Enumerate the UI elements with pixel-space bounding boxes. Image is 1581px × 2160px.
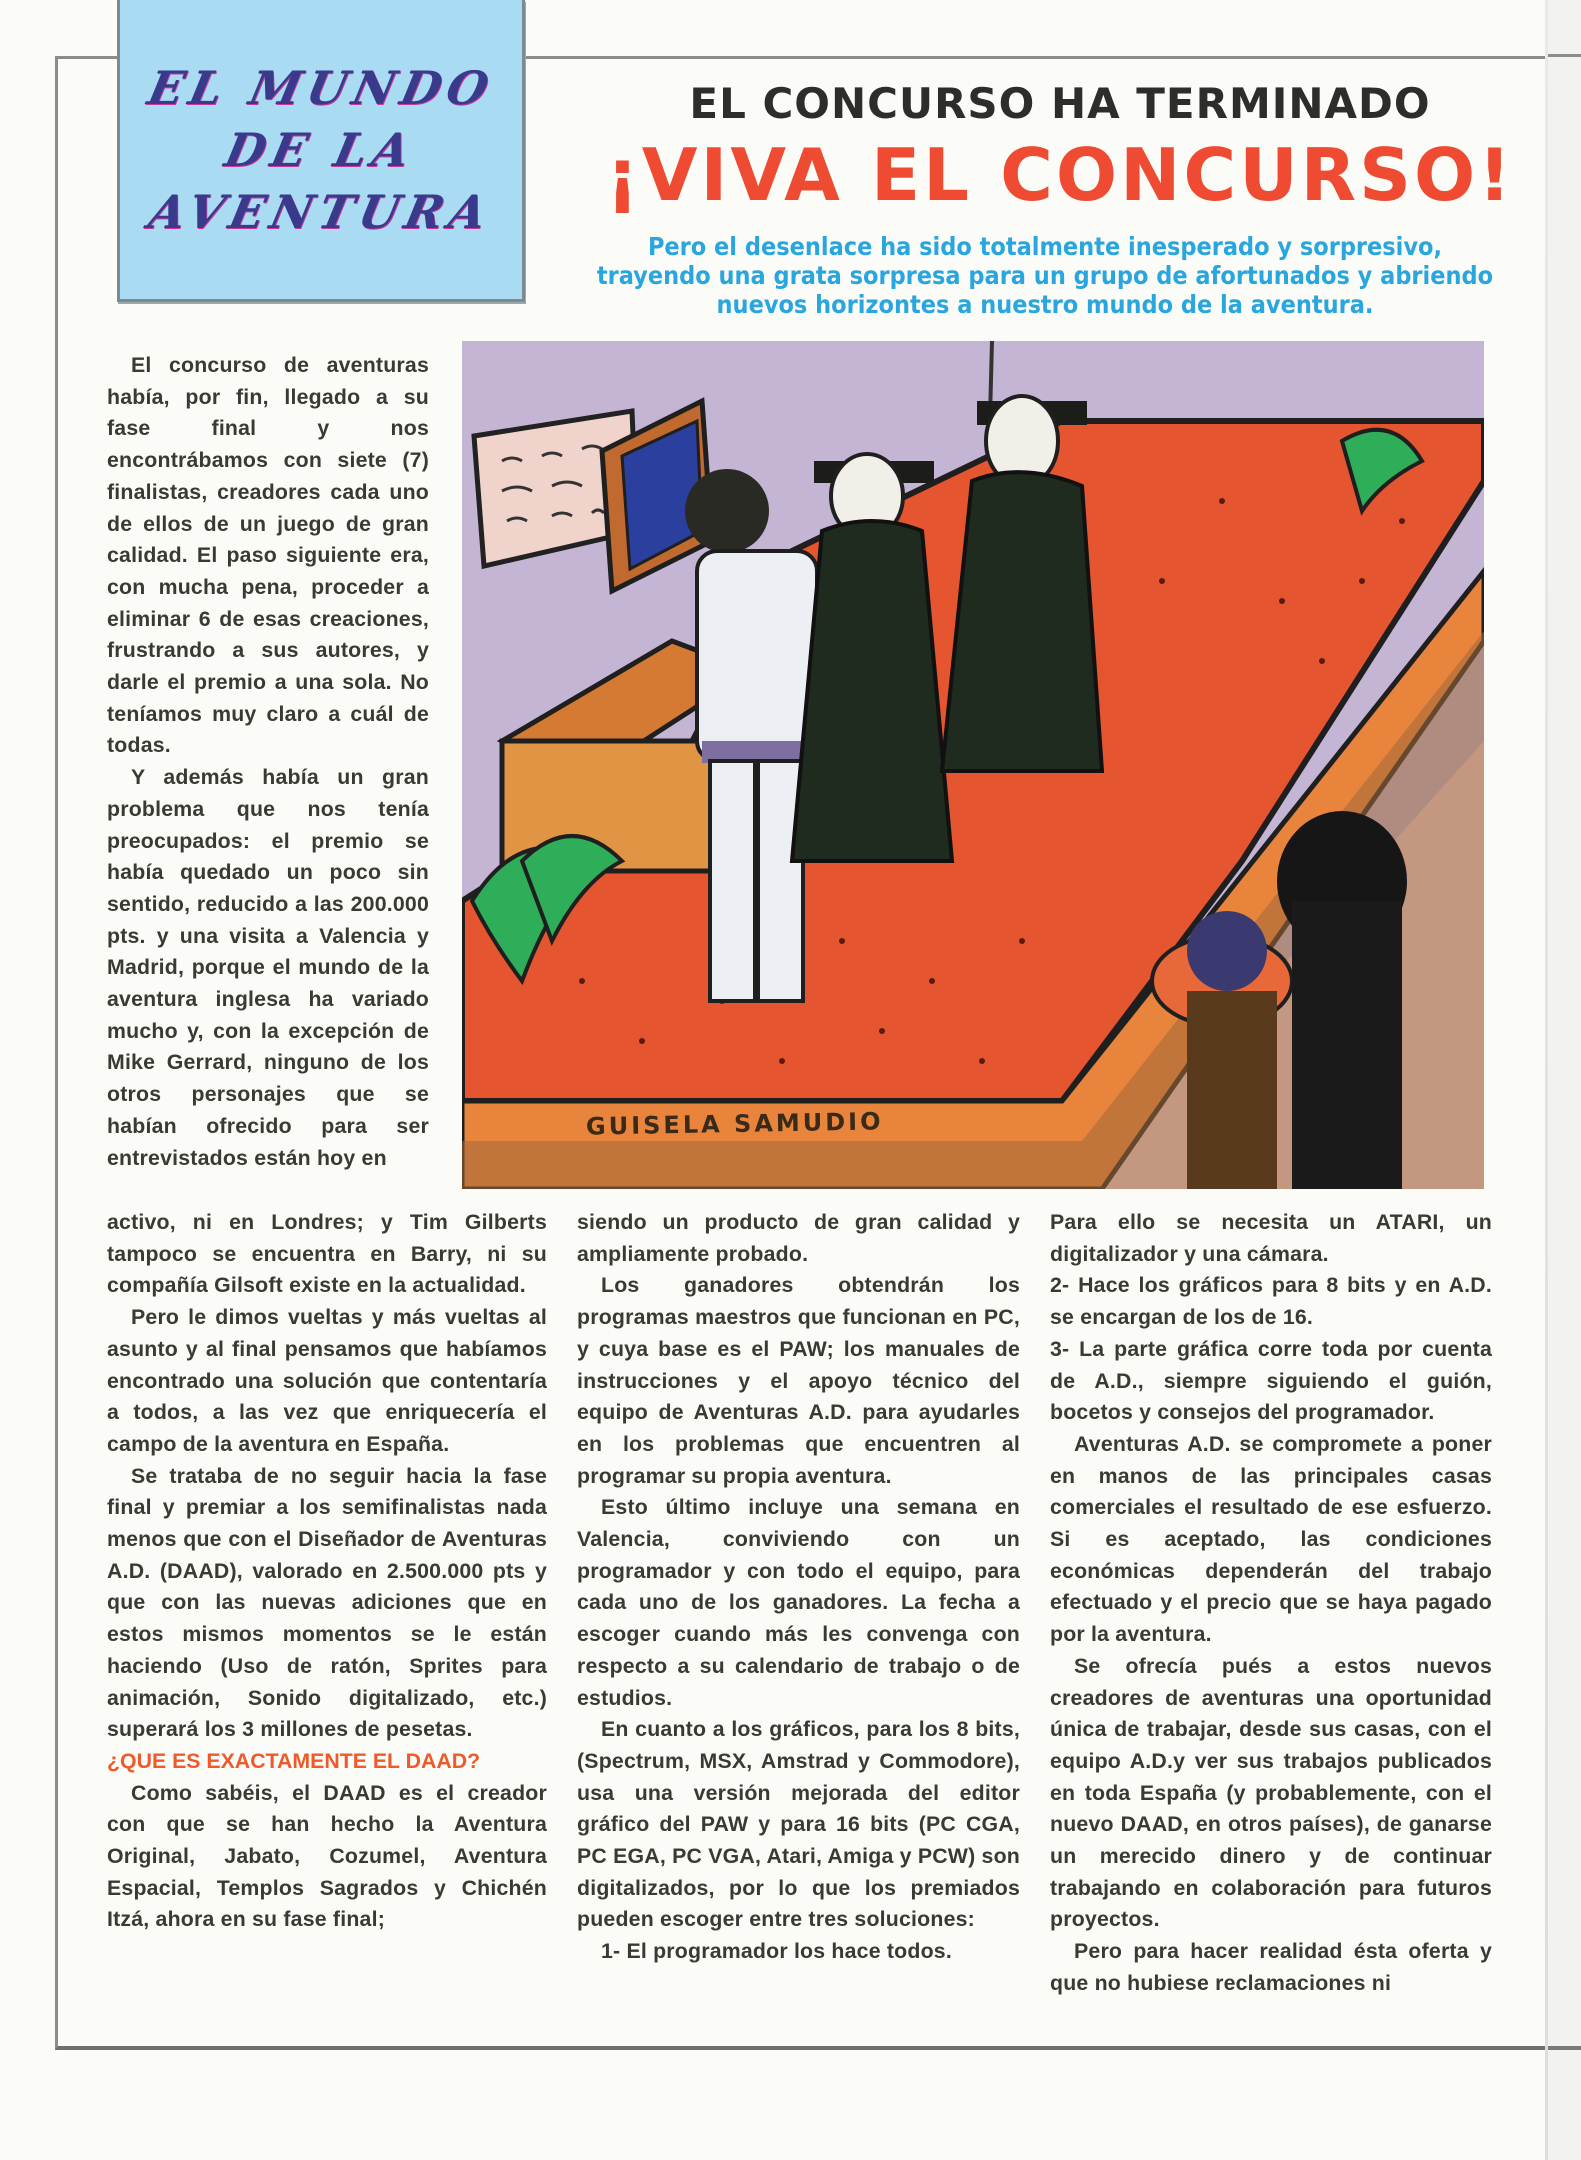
article-column-1-top xyxy=(107,350,429,1174)
artist-signature: GUISELA SAMUDIO xyxy=(585,1107,884,1141)
paragraph: Y además había un gran problema que nos tenía preocupados: el premio se había quedado un poco sin sentido, reducido a las 200.000 pts. y una visita a Valencia y Madrid, porque el mundo de la aventura inglesa ha variado mucho y, con la excepción de Mike Gerrard, ninguno de los otros personajes que se habían ofrecido para ser entrevistados están hoy en xyxy=(107,765,429,1170)
headline-kicker: EL CONCURSO HA TERMINADO xyxy=(689,79,1431,128)
list-item: 1- El programador los hace todos. xyxy=(601,1939,952,1964)
paragraph: siendo un producto de gran calidad y ampliamente probado. xyxy=(577,1210,1020,1266)
article-column-3 xyxy=(1050,1207,1492,2000)
section-label-line-3: AVENTURA xyxy=(144,184,498,239)
paragraph: Pero le dimos vueltas y más vueltas al asunto y al final pensamos que habíamos encontrado una solución que contentaría a todos, a las vez que enriquecería el campo de la aventura en España. xyxy=(107,1305,547,1456)
headline xyxy=(560,78,1560,218)
paragraph: Aventuras A.D. se compromete a poner en manos de las principales casas comerciales el resultado de ese esfuerzo. Si es aceptado, las condiciones económicas dependerán del trabajo efectuado y el precio que se haya pagado por la aventura. xyxy=(1050,1431,1492,1647)
section-label-box xyxy=(117,0,525,302)
paragraph: activo, ni en Londres; y Tim Gilberts tampoco se encuentra en Barry, ni su compañía Gilsoft existe en la actualidad. xyxy=(107,1210,547,1298)
paragraph: El concurso de aventuras había, por fin, llegado a su fase final y nos encontrábamos con siete (7) finalistas, creadores cada uno de ellos de un juego de gran calidad. El paso siguiente era, con mucha pena, proceder a eliminar 6 de esas creaciones, frustrando a sus autores, y darle el premio a una sola. No teníamos muy claro a cuál de todas. xyxy=(107,353,429,758)
article-column-2 xyxy=(577,1207,1020,1968)
facing-page-edge xyxy=(1548,0,1581,2160)
article-illustration xyxy=(462,341,1484,1189)
paragraph: En cuanto a los gráficos, para los 8 bits, (Spectrum, MSX, Amstrad y Commodore), usa una versión mejorada del editor gráfico del PAW y para 16 bits (PC CGA, PC EGA, PC VGA, Atari, Amiga y PCW) son digitalizados, por lo que los premiados pueden escoger entre tres soluciones: xyxy=(577,1717,1020,1932)
article-deck: Pero el desenlace ha sido totalmente inesperado y sorpresivo, trayendo una grata sorpresa para un grupo de afortunados y abriendo nuevos horizontes a nuestro mundo de la aventura. xyxy=(596,232,1494,319)
paragraph: Se ofrecía pués a estos nuevos creadores de aventuras una oportunidad única de trabajar, desde sus casas, con el equipo A.D.y ver sus trabajos publicados en toda España (y probablemente, con el nuevo DAAD, en otros países), de ganarse un merecido dinero y de continuar trabajando en colaboración para futuros proyectos. xyxy=(1050,1653,1492,1932)
section-label-line-1: EL MUNDO xyxy=(143,60,499,115)
graduation-ceremony-drawing xyxy=(462,341,1484,1189)
paragraph: Pero para hacer realidad ésta oferta y que no hubiese reclamaciones ni xyxy=(1050,1939,1492,1995)
paragraph: Esto último incluye una semana en Valencia, conviviendo con un programador y con todo el equipo, para cada uno de los ganadores. La fecha a escoger cuando más les convenga con respecto a su calendario de trabajo o de estudios. xyxy=(577,1495,1020,1710)
list-item: 3- La parte gráfica corre toda por cuenta de A.D., siempre siguiendo el guión, bocetos y consejos del programador. xyxy=(1050,1336,1492,1425)
paragraph: Como sabéis, el DAAD es el creador con que se han hecho la Aventura Original, Jabato, Cozumel, Aventura Espacial, Templos Sagrados y Chichén Itzá, ahora en su fase final; xyxy=(107,1780,547,1932)
paragraph: Los ganadores obtendrán los programas maestros que funcionan en PC, y cuya base es el PAW; los manuales de instrucciones y el apoyo técnico del equipo de Aventuras A.D. para ayudarles en los problemas que encuentren al programar su propia aventura. xyxy=(577,1273,1020,1488)
article-column-1-bottom xyxy=(107,1207,547,1936)
headline-title: ¡VIVA EL CONCURSO! xyxy=(605,133,1515,217)
paragraph: Para ello se necesita un ATARI, un digitalizador y una cámara. xyxy=(1050,1210,1492,1266)
section-label-line-2: DE LA xyxy=(220,122,422,177)
paragraph: Se trataba de no seguir hacia la fase final y premiar a los semifinalistas nada menos que con el Diseñador de Aventuras A.D. (DAAD), valorado en 2.500.000 pts y que con las nuevas adiciones que en estos mismos momentos se le están haciendo (Uso de ratón, Sprites para animación, Sonido digitalizado, etc.) superará los 3 millones de pesetas. xyxy=(107,1463,547,1742)
section-subheading: ¿QUE ES EXACTAMENTE EL DAAD? xyxy=(107,1748,481,1773)
list-item: 2- Hace los gráficos para 8 bits y en A.D. se encargan de los de 16. xyxy=(1050,1273,1492,1330)
